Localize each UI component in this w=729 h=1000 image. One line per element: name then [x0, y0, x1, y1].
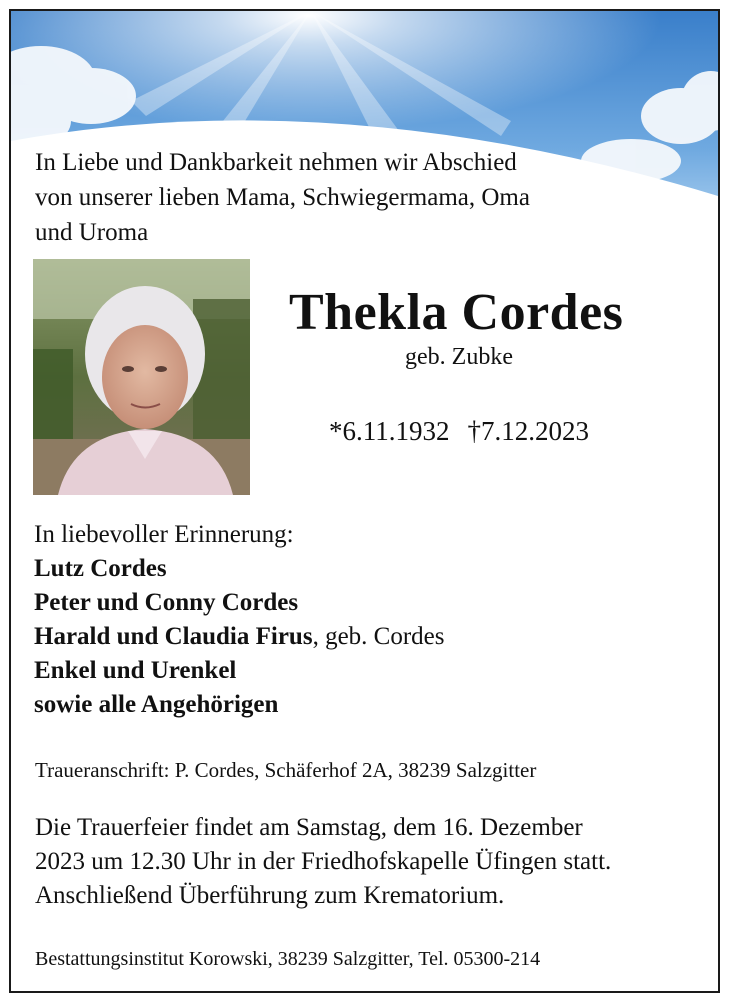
death-date: †7.12.2023: [467, 416, 589, 446]
intro-line: und Uroma: [35, 219, 149, 246]
mourner: Harald und Claudia Firus, geb. Cordes: [34, 623, 445, 650]
intro-line: In Liebe und Dankbarkeit nehmen wir Abschied: [35, 149, 517, 176]
ceremony-line: Anschließend Überführung zum Krematorium.: [35, 882, 505, 909]
intro-line: von unserer lieben Mama, Schwiegermama, Oma: [35, 184, 530, 211]
mourner: sowie alle Angehörigen: [34, 691, 279, 718]
mourner: Peter und Conny Cordes: [34, 589, 299, 616]
mourner-suffix: , geb. Cordes: [312, 623, 445, 650]
ceremony-text: [35, 811, 611, 913]
portrait-photo: [33, 259, 250, 495]
maiden-name: geb. Zubke: [405, 344, 513, 370]
ceremony-line: 2023 um 12.30 Uhr in der Friedhofskapelle Üfingen statt.: [35, 848, 612, 875]
memory-heading: In liebevoller Erinnerung:: [34, 521, 294, 548]
mourners-list: [34, 552, 444, 722]
mourning-address: Traueranschrift: P. Cordes, Schäferhof 2A, 38239 Salzgitter: [35, 758, 537, 782]
birth-date: *6.11.1932: [329, 416, 450, 446]
ceremony-line: Die Trauerfeier findet am Samstag, dem 16. Dezember: [35, 814, 583, 841]
deceased-name: Thekla Cordes: [289, 284, 624, 341]
obituary-notice: [9, 9, 720, 993]
undertaker-info: Bestattungsinstitut Korowski, 38239 Salzgitter, Tel. 05300-214: [35, 948, 541, 970]
life-dates: [329, 416, 589, 447]
mourner: Enkel und Urenkel: [34, 657, 237, 684]
intro-text: [35, 145, 530, 250]
mourner: Lutz Cordes: [34, 555, 167, 582]
